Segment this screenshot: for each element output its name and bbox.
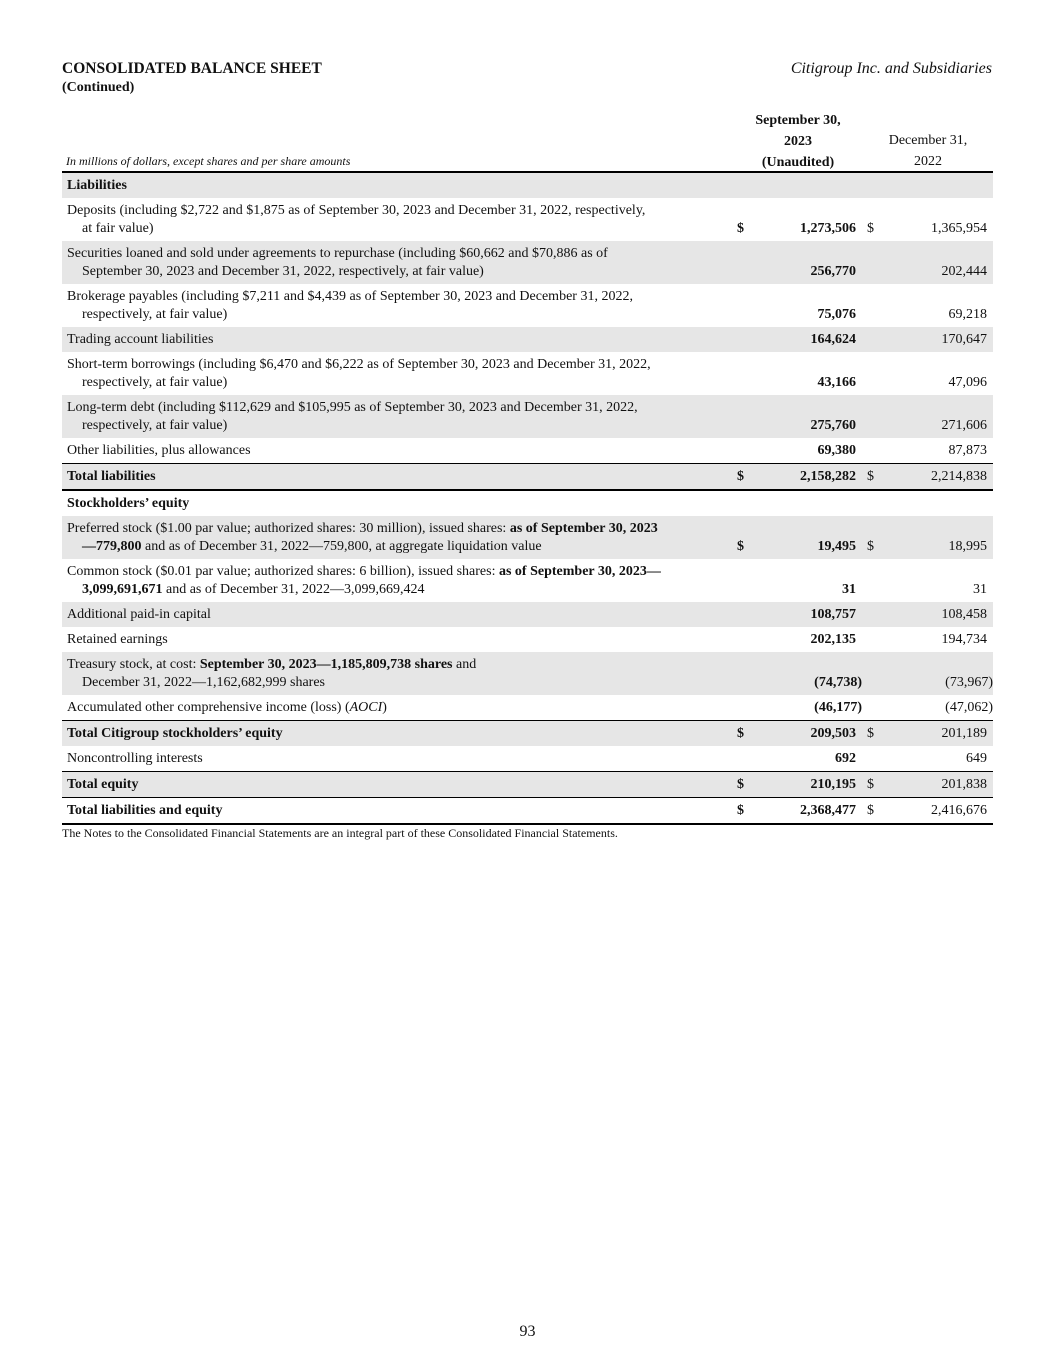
row-label: Treasury stock, at cost: September 30, 2023—1,185,809,738 shares and December 31, 2022—1,162,682,999 shares xyxy=(67,657,477,690)
currency-symbol: $ xyxy=(737,726,744,741)
value-2022: 2,214,838 xyxy=(931,469,987,484)
table-row-additional-paid-in-capital xyxy=(62,602,993,627)
row-label: Noncontrolling interests xyxy=(67,751,203,766)
currency-symbol: $ xyxy=(737,803,744,818)
value-2023: 69,380 xyxy=(817,443,856,458)
page-subtitle: (Continued) xyxy=(62,80,135,95)
value-2023: (46,177) xyxy=(814,700,862,715)
row-label: Retained earnings xyxy=(67,632,168,647)
footnote: The Notes to the Consolidated Financial Statements are an integral part of these Consolidated Financial Statements. xyxy=(62,826,618,840)
row-label: Total Citigroup stockholders’ equity xyxy=(67,726,283,741)
table-row-total-liabilities-and-equity xyxy=(62,798,993,825)
value-2022: 18,995 xyxy=(948,539,987,554)
value-2023: (74,738) xyxy=(814,675,862,690)
row-label: Short-term borrowings (including $6,470 and $6,222 as of September 30, 2023 and December 31, 2022, respectively, at fair value) xyxy=(67,357,651,390)
value-2023: 275,760 xyxy=(810,418,856,433)
table-row-total-equity xyxy=(62,772,993,798)
page-number: 93 xyxy=(519,1323,536,1340)
value-2022: 202,444 xyxy=(941,264,987,279)
value-2022: 1,365,954 xyxy=(931,221,987,236)
column-header-dec-2022: December 31, 2022 xyxy=(888,133,968,169)
currency-symbol: $ xyxy=(867,726,874,741)
value-2023: 19,495 xyxy=(817,539,856,554)
value-2023: 31 xyxy=(842,582,856,597)
currency-symbol: $ xyxy=(737,469,744,484)
value-2022: 201,189 xyxy=(941,726,987,741)
value-2023: 2,158,282 xyxy=(800,469,856,484)
value-2022: 2,416,676 xyxy=(931,803,987,818)
currency-symbol: $ xyxy=(867,221,874,236)
currency-symbol: $ xyxy=(867,469,874,484)
table-row-short-term-borrowings xyxy=(62,352,993,395)
table-row-preferred-stock xyxy=(62,516,993,559)
row-label: Securities loaned and sold under agreements to repurchase (including $60,662 and $70,886 as of September 30, 2023 and December 31, 2022, respectively, at fair value) xyxy=(67,246,608,279)
value-2023: 2,368,477 xyxy=(800,803,856,818)
value-2023: 108,757 xyxy=(810,607,856,622)
section-header-liabilities xyxy=(62,173,993,198)
table-row-trading-account-liabilities xyxy=(62,327,993,352)
row-label: Additional paid-in capital xyxy=(67,607,211,622)
table-row-total-liabilities xyxy=(62,464,993,491)
table-row-total-citigroup-equity xyxy=(62,721,993,746)
currency-symbol: $ xyxy=(737,539,744,554)
row-label: Total liabilities xyxy=(67,469,156,484)
value-2023: 164,624 xyxy=(810,332,856,347)
table-row-treasury-stock xyxy=(62,652,993,695)
row-label: Trading account liabilities xyxy=(67,332,214,347)
table-row-brokerage-payables xyxy=(62,284,993,327)
value-2023: 210,195 xyxy=(810,777,856,792)
row-label: Total liabilities and equity xyxy=(67,803,223,818)
row-label: Long-term debt (including $112,629 and $105,995 as of September 30, 2023 and December 31, 2022, respectively, at fair value) xyxy=(67,400,638,433)
table-row-other-liabilities xyxy=(62,438,993,464)
currency-symbol: $ xyxy=(867,803,874,818)
row-label: Accumulated other comprehensive income (loss) (AOCI) xyxy=(67,700,387,715)
value-2023: 692 xyxy=(835,751,856,766)
value-2022: 170,647 xyxy=(941,332,987,347)
currency-symbol: $ xyxy=(867,777,874,792)
section-header-stockholders-equity xyxy=(62,491,993,516)
row-label: Other liabilities, plus allowances xyxy=(67,443,251,458)
value-2022: 649 xyxy=(966,751,987,766)
row-label: Stockholders’ equity xyxy=(67,496,190,511)
value-2022: 87,873 xyxy=(948,443,987,458)
value-2022: 201,838 xyxy=(941,777,987,792)
value-2022: 108,458 xyxy=(941,607,987,622)
currency-symbol: $ xyxy=(737,777,744,792)
units-note: In millions of dollars, except shares and per share amounts xyxy=(66,154,351,168)
value-2023: 256,770 xyxy=(810,264,856,279)
company-name: Citigroup Inc. and Subsidiaries xyxy=(790,60,992,77)
row-label: Common stock ($0.01 par value; authorized shares: 6 billion), issued shares: as of September 30, 2023— 3,099,691,671 and as of December 31, 2022—3,099,669,424 xyxy=(67,564,661,597)
value-2023: 43,166 xyxy=(817,375,856,390)
table-row-long-term-debt xyxy=(62,395,993,438)
value-2022: 194,734 xyxy=(941,632,987,647)
value-2023: 209,503 xyxy=(810,726,856,741)
table-row-deposits xyxy=(62,198,993,241)
value-2023: 202,135 xyxy=(810,632,856,647)
value-2023: 1,273,506 xyxy=(800,221,856,236)
value-2022: 69,218 xyxy=(948,307,987,322)
currency-symbol: $ xyxy=(867,539,874,554)
value-2023: 75,076 xyxy=(817,307,856,322)
currency-symbol: $ xyxy=(737,221,744,236)
value-2022: 31 xyxy=(973,582,987,597)
table-row-securities-loaned xyxy=(62,241,993,284)
page-title: CONSOLIDATED BALANCE SHEET xyxy=(62,60,322,77)
table-row-aoci xyxy=(62,695,993,721)
table-row-noncontrolling-interests xyxy=(62,746,993,772)
row-label: Preferred stock ($1.00 par value; authorized shares: 30 million), issued shares: as of September 30, 2023 —779,800 and as of December 31, 2022—759,800, at aggregate liquidation value xyxy=(67,521,658,554)
column-header-sep-2023: September 30, 2023 (Unaudited) xyxy=(755,113,841,170)
table-row-retained-earnings xyxy=(62,627,993,652)
table-row-common-stock xyxy=(62,559,993,602)
row-label: Brokerage payables (including $7,211 and $4,439 as of September 30, 2023 and December 31, 2022, respectively, at fair value) xyxy=(67,289,633,322)
value-2022: 47,096 xyxy=(948,375,987,390)
row-label: Liabilities xyxy=(67,178,127,193)
value-2022: 271,606 xyxy=(941,418,987,433)
value-2022: (73,967) xyxy=(945,675,993,690)
row-label: Deposits (including $2,722 and $1,875 as of September 30, 2023 and December 31, 2022, respectively, at fair value) xyxy=(67,203,646,236)
balance-sheet-table xyxy=(62,171,993,825)
value-2022: (47,062) xyxy=(945,700,993,715)
row-label: Total equity xyxy=(67,777,139,792)
